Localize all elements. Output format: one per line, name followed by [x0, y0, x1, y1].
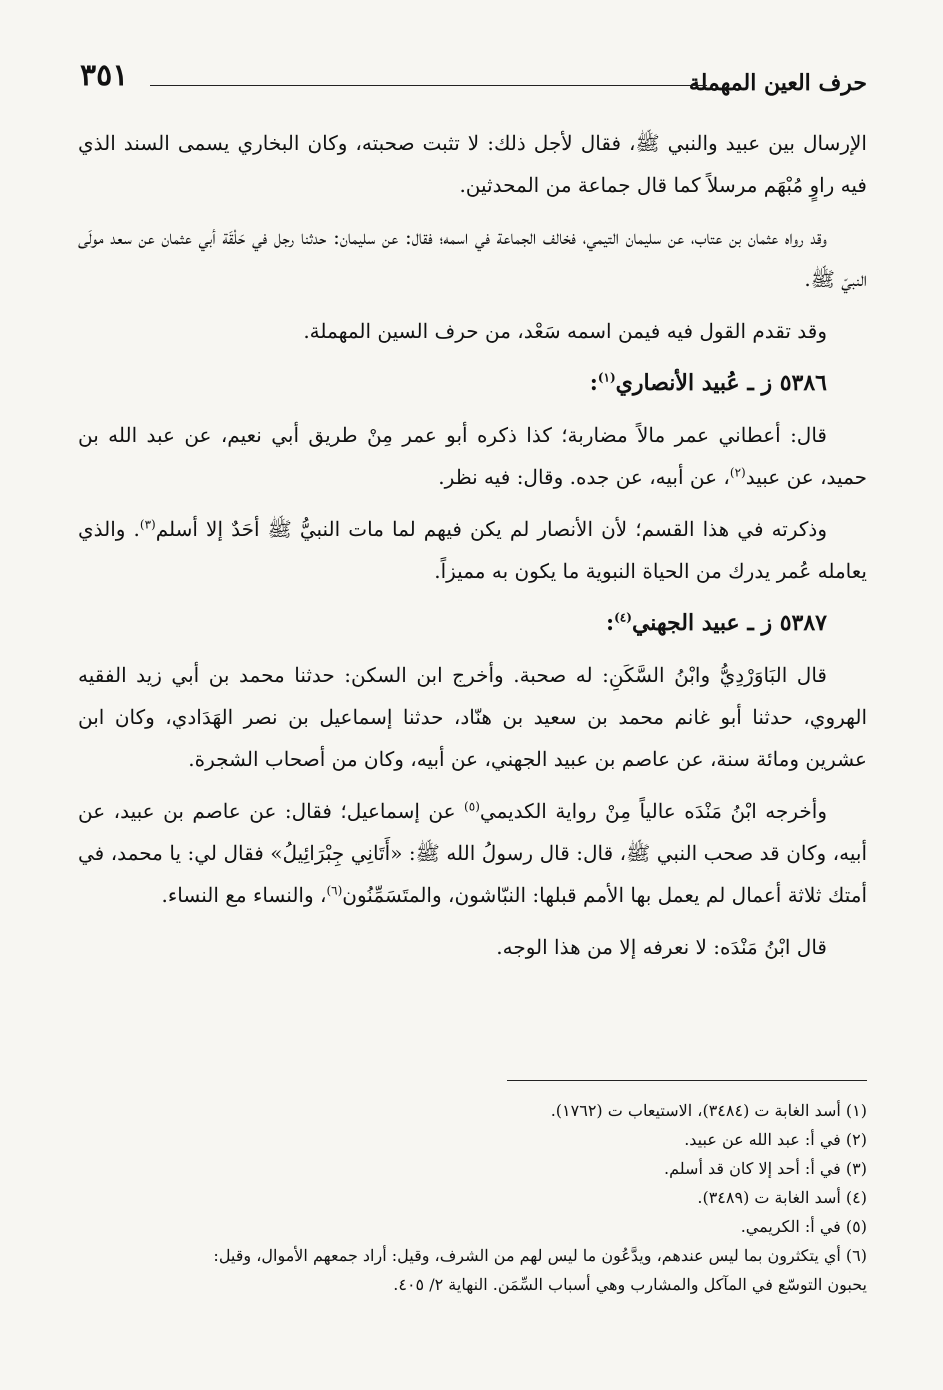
paragraph — [78, 790, 867, 916]
footnotes — [78, 1096, 867, 1299]
footnote-marker: (٣) — [139, 517, 156, 532]
footnote-marker: (٢) — [729, 465, 746, 480]
entry-title: ٥٣٨٧ ز ـ عبيد الجهني — [631, 610, 827, 636]
footnote-4: (٤) أسد الغابة ت (٣٤٨٩). — [697, 1188, 867, 1207]
text-run: . والذي يعامله عُمر يدرك من الحياة النبوية ما يكون به مميزاً. — [78, 517, 867, 583]
paragraph: وقد تقدم القول فيه فيمن اسمه سَعْد، من حرف السين المهملة. — [303, 319, 827, 343]
page-number: ٣٥١ — [80, 58, 129, 93]
paragraph: قال البَاوَرْدِيُّ وابْنُ السَّكَنِ: له صحبة. وأخرج ابن السكن: حدثنا محمد بن أبي زيد الفقيه الهروي، حدثنا أبو غانم محمد بن سعيد بن هنّاد، حدثنا إسماعيل بن نصر الهَدَادي، وكان ابن عشرين ومائة سنة، عن عاصم بن عبيد الجهني، عن أبيه، وكان من أصحاب الشجرة. — [78, 663, 867, 771]
footnote-marker: (١) — [597, 370, 616, 385]
entry-heading-5387 — [78, 602, 867, 644]
text-run: عن إسماعيل؛ فقال: عن عاصم بن عبيد، عن أبيه، وكان قد صحب النبي ﷺ، قال: قال رسولُ الله ﷺ: «أَتَانِي جِبْرَائِيلُ» فقال لي: يا محمد، في أمتك ثلاثة أعمال لم يعمل بها الأمم قبلها: النبّاشون، والمتَسَمِّنُون — [78, 799, 867, 907]
footnote-marker: (٥) — [464, 799, 480, 814]
main-text — [78, 122, 867, 978]
entry-colon: : — [589, 370, 598, 396]
footnote-5: (٥) في أ: الكريمي. — [740, 1217, 867, 1236]
footnote-marker: (٦) — [326, 883, 343, 898]
paragraph — [78, 414, 867, 498]
running-title: حرف العين المهملة — [688, 70, 867, 96]
paragraph: الإرسال بين عبيد والنبي ﷺ، فقال لأجل ذلك: لا تثبت صحبته، وكان البخاري يسمى السند الذي فيه راوٍ مُبْهَم مرسلاً كما قال جماعة من المحدثين. — [78, 131, 867, 197]
paragraph: وقد رواه عثمان بن عتاب، عن سليمان التيمي، فخالف الجماعة في اسمه؛ فقال: عن سليمان: حدثنا رجل في حَلْقَة أبي عثمان عن سعد مولَى النبيّ ﷺ. — [78, 225, 867, 291]
footnote-marker: (٤) — [614, 610, 632, 625]
text-run: وأخرجه ابْنُ مَنْدَه عالياً مِنْ رواية الكديمي — [479, 799, 827, 823]
text-run: ، والنساء مع النساء. — [161, 883, 327, 907]
footnote-1: (١) أسد الغابة ت (٣٤٨٤)، الاستيعاب ت (١٧٦٢). — [550, 1101, 867, 1120]
header-rule — [150, 85, 707, 86]
paragraph: قال ابْنُ مَنْدَه: لا نعرفه إلا من هذا الوجه. — [496, 935, 827, 959]
footnote-separator — [507, 1080, 867, 1081]
footnote-2: (٢) في أ: عبد الله عن عبيد. — [684, 1130, 867, 1149]
footnote-6: (٦) أي يتكثرون بما ليس عندهم، ويدَّعُون ما ليس لهم من الشرف، وقيل: أراد جمعهم الأموال، وقيل: — [213, 1246, 867, 1265]
text-run: ، عن أبيه، عن جده. وقال: فيه نظر. — [438, 465, 730, 489]
entry-colon: : — [605, 610, 615, 636]
paragraph — [78, 508, 867, 592]
footnote-3: (٣) في أ: أحد إلا كان قد أسلم. — [664, 1159, 867, 1178]
footnote-6-continued: يحبون التوسّع في المآكل والمشارب وهي أسباب السِّمَن. النهاية ٢/ ٤٠٥. — [393, 1275, 867, 1294]
text-run: قال: أعطاني عمر مالاً مضاربة؛ كذا ذكره أبو عمر مِنْ طريق أبي نعيم، عن عبد الله بن حميد، عن عبيد — [78, 423, 867, 489]
text-run: وذكرته في هذا القسم؛ لأن الأنصار لم يكن فيهم لما مات النبيُّ ﷺ أحَدٌ إلا أسلم — [155, 517, 827, 541]
page-header — [80, 58, 867, 98]
entry-title: ٥٣٨٦ ز ـ عُبيد الأنصاري — [615, 370, 827, 396]
entry-heading-5386 — [78, 362, 867, 404]
